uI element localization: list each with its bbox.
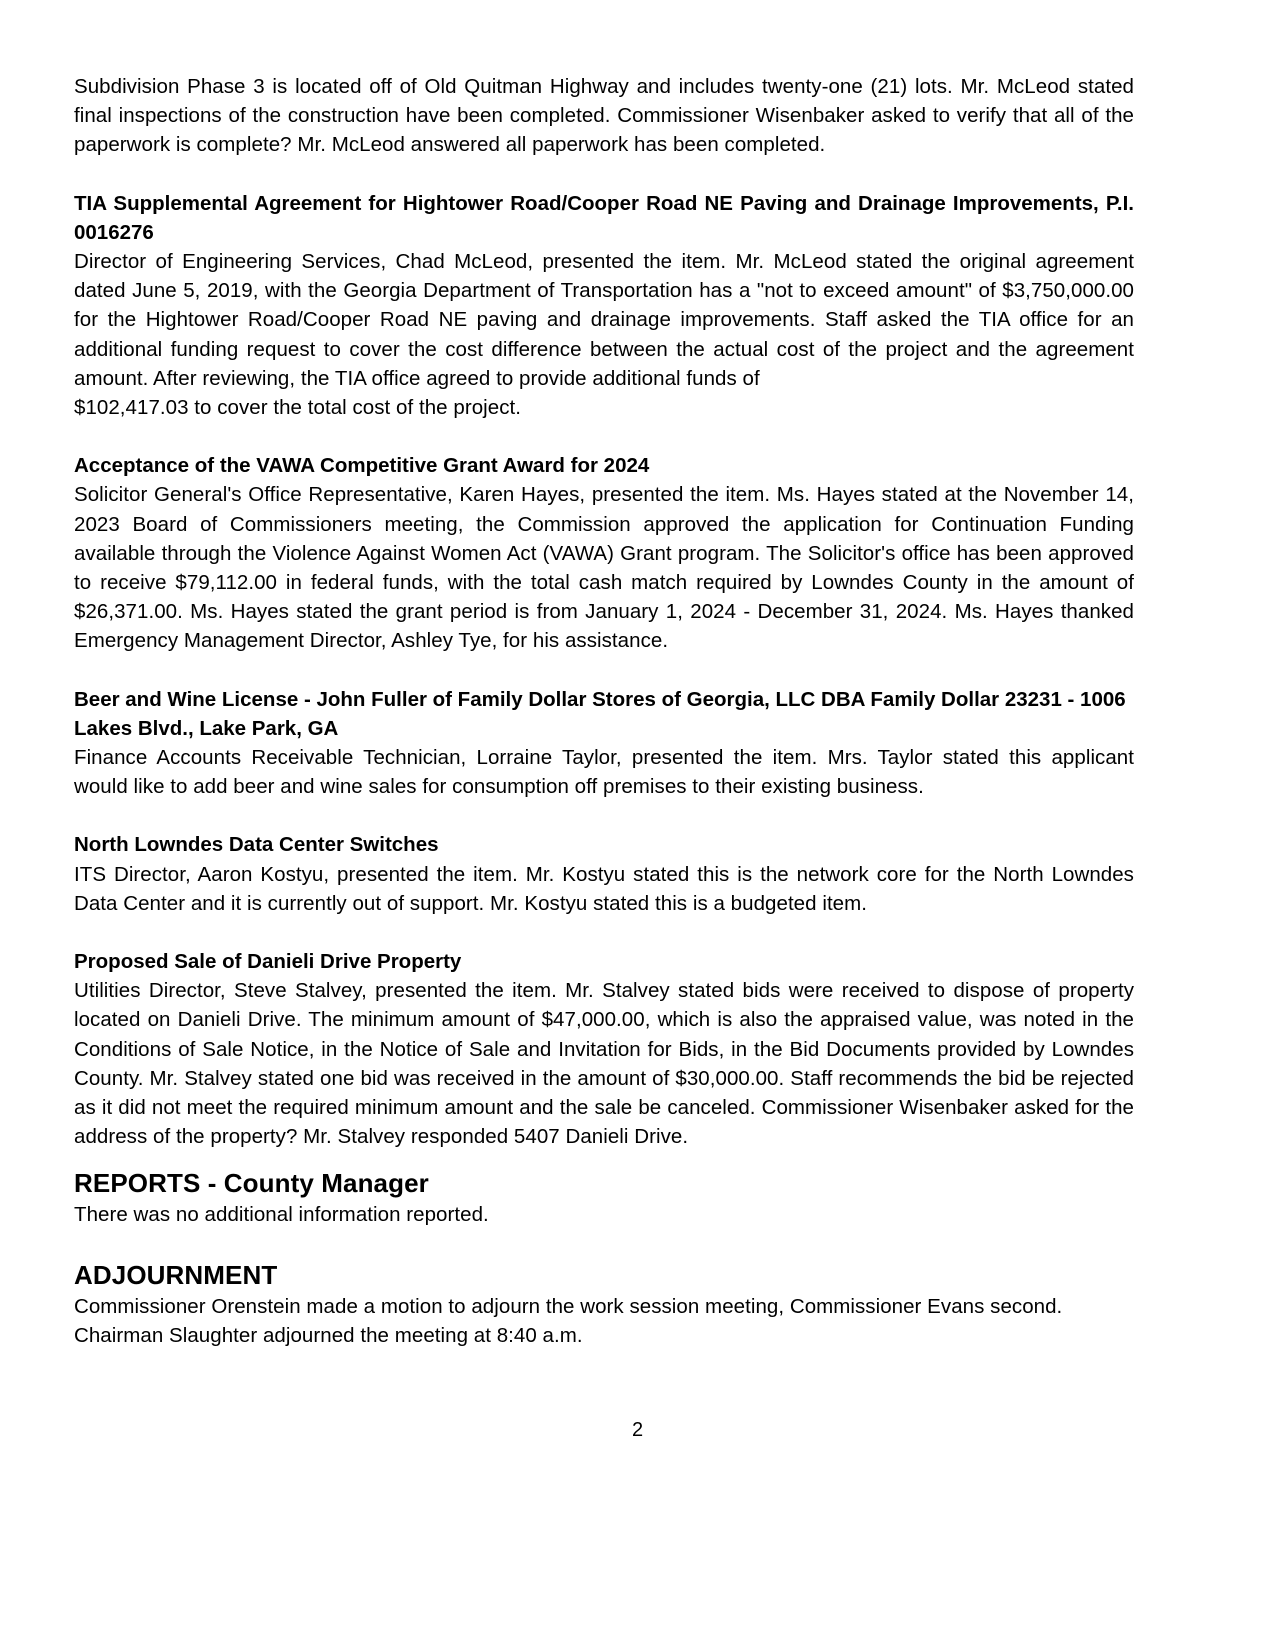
section-heading: Acceptance of the VAWA Competitive Grant Award for 2024	[74, 454, 650, 478]
paragraph-spacer	[74, 1152, 1134, 1166]
section-body: Finance Accounts Receivable Technician, Lorraine Taylor, presented the item. Mrs. Taylor stated this applicant would like to add beer and wine sales for consumption off premises to their existing business.	[74, 746, 1134, 799]
section-heading: REPORTS - County Manager	[74, 1167, 429, 1198]
paragraph-spacer	[74, 656, 1134, 685]
section-body: ITS Director, Aaron Kostyu, presented the item. Mr. Kostyu stated this is the network core for the North Lowndes Data Center and it is currently out of support. Mr. Kostyu stated this is a budgeted item.	[74, 862, 1134, 915]
paragraph-spacer	[74, 918, 1134, 947]
section-heading: Proposed Sale of Danieli Drive Property	[74, 950, 462, 974]
section-body: Solicitor General's Office Representative, Karen Hayes, presented the item. Ms. Hayes stated at the November 14, 2023 Board of Commissioners meeting, the Commission approved the application for Continuation Funding available through the Violence Against Women Act (VAWA) Grant program. The Solicitor's office has been approved to receive $79,112.00 in federal funds, with the total cash match required by Lowndes County in the amount of $26,371.00. Ms. Hayes stated the grant period is from January 1, 2024 - December 31, 2024. Ms. Hayes thanked Emergency Management Director, Ashley Tye, for his assistance.	[74, 483, 1134, 653]
section-body: Director of Engineering Services, Chad McLeod, presented the item. Mr. McLeod stated the original agreement dated June 5, 2019, with the Georgia Department of Transportation has a "not to exceed amount" of $3,750,000.00 for the Hightower Road/Cooper Road NE paving and drainage improvements. Staff asked the TIA office for an additional funding request to cover the cost difference between the actual cost of the project and the agreement amount. After reviewing, the TIA office agreed to provide additional funds of	[74, 250, 1134, 390]
document-body	[74, 72, 1134, 1350]
section-vawa-grant-award	[74, 451, 1134, 655]
paragraph-spacer	[74, 160, 1134, 189]
section-heading: TIA Supplemental Agreement for Hightower Road/Cooper Road NE Paving and Drainage Improvements, P.I. 0016276	[74, 191, 1134, 244]
section-heading: North Lowndes Data Center Switches	[74, 833, 439, 857]
paragraph-spacer	[74, 1229, 1134, 1258]
paragraph-spacer	[74, 422, 1134, 451]
section-heading: ADJOURNMENT	[74, 1259, 278, 1290]
section-body: Utilities Director, Steve Stalvey, presented the item. Mr. Stalvey stated bids were received to dispose of property located on Danieli Drive. The minimum amount of $47,000.00, which is also the appraised value, was noted in the Conditions of Sale Notice, in the Notice of Sale and Invitation for Bids, in the Bid Documents provided by Lowndes County. Mr. Stalvey stated one bid was received in the amount of $30,000.00. Staff recommends the bid be rejected as it did not meet the required minimum amount and the sale be canceled. Commissioner Wisenbaker asked for the address of the property? Mr. Stalvey responded 5407 Danieli Drive.	[74, 979, 1134, 1149]
section-body-tail: $102,417.03 to cover the total cost of the project.	[74, 396, 522, 420]
section-adjournment	[74, 1258, 1134, 1350]
page-number: 2	[631, 1419, 644, 1441]
section-body: There was no additional information reported.	[74, 1202, 489, 1226]
opening-paragraph: Subdivision Phase 3 is located off of Old Quitman Highway and includes twenty-one (21) lots. Mr. McLeod stated final inspections of the construction have been completed. Commissioner Wisenbaker asked to verify that all of the paperwork is complete? Mr. McLeod answered all paperwork has been completed.	[74, 75, 1134, 157]
section-body: Commissioner Orenstein made a motion to adjourn the work session meeting, Commissioner Evans second. Chairman Slaughter adjourned the meeting at 8:40 a.m.	[74, 1294, 1063, 1347]
paragraph-spacer	[74, 801, 1134, 830]
section-tia-supplemental-agreement	[74, 189, 1134, 423]
section-heading: Beer and Wine License - John Fuller of Family Dollar Stores of Georgia, LLC DBA Family Dollar 23231 - 1006 Lakes Blvd., Lake Park, GA	[74, 687, 1126, 740]
section-reports-county-manager	[74, 1166, 1134, 1229]
section-beer-and-wine-license	[74, 685, 1134, 802]
section-proposed-sale-danieli-drive	[74, 947, 1134, 1151]
section-north-lowndes-data-center-switches	[74, 830, 1134, 918]
